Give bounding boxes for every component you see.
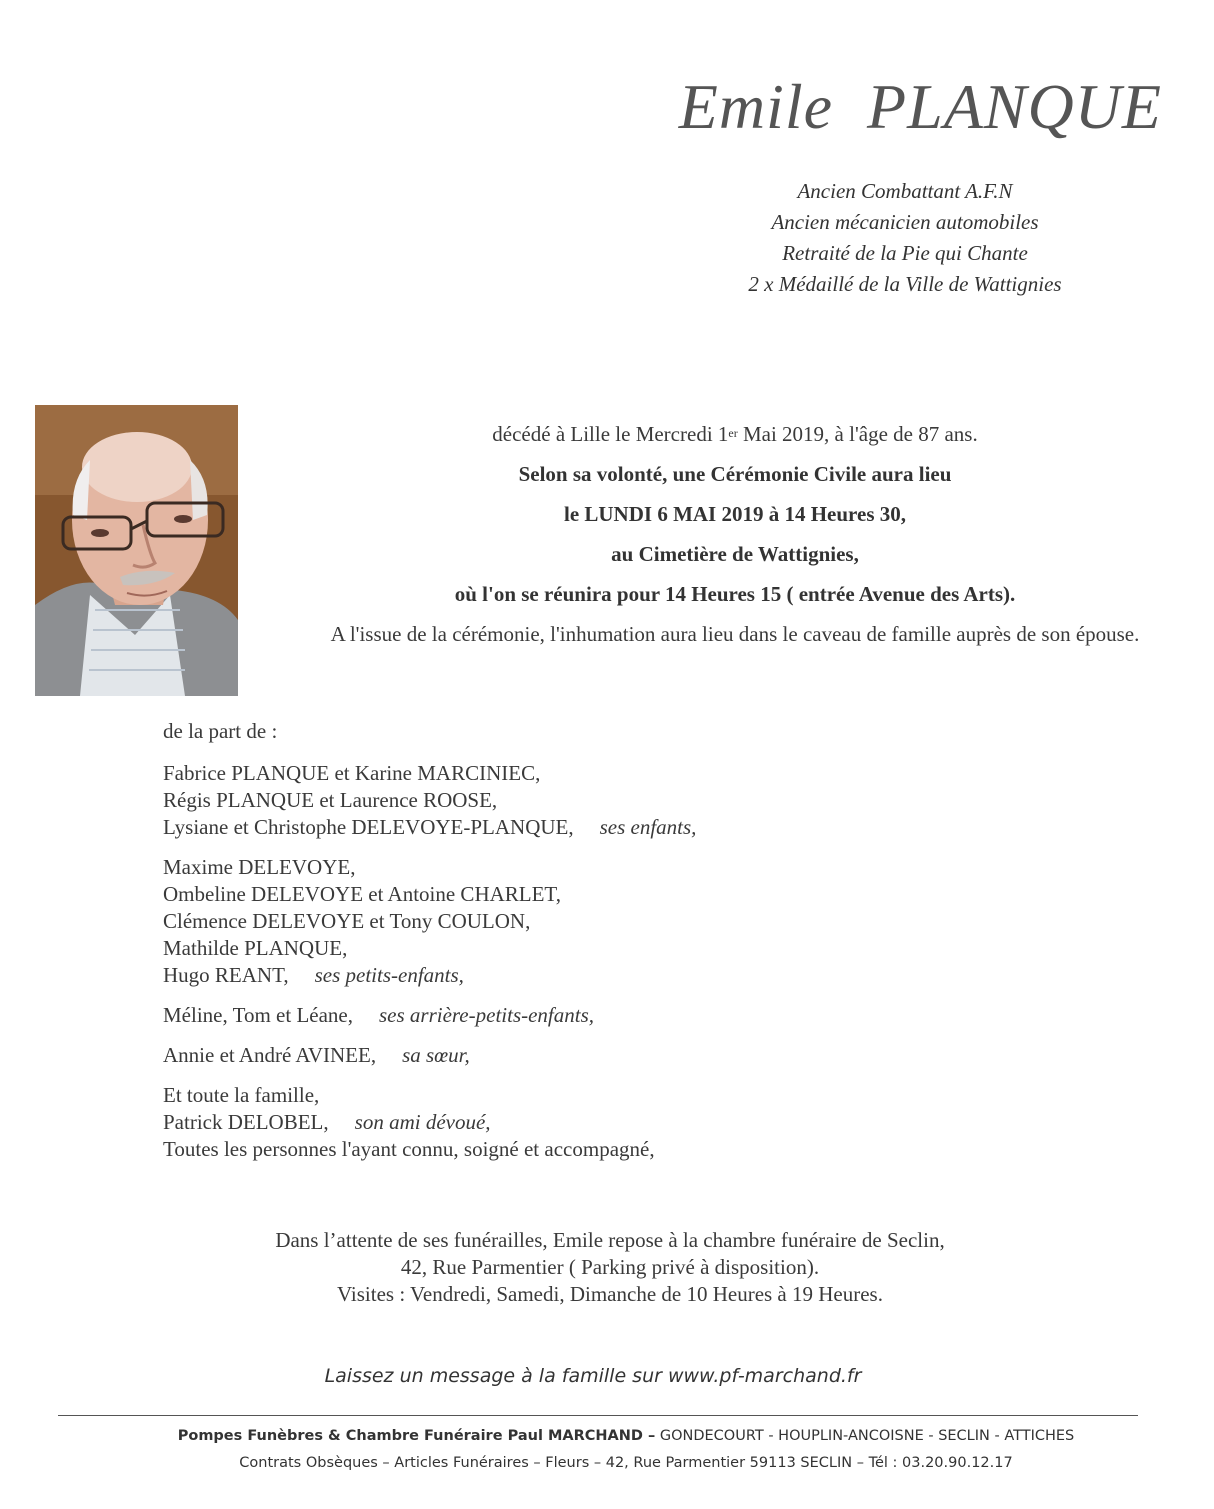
announcement: [240, 420, 1214, 660]
death-sup: er: [728, 426, 738, 440]
footer-line-1: [0, 1423, 1214, 1450]
funeral-line: Visites : Vendredi, Samedi, Dimanche de 10 Heures à 19 Heures.: [337, 1282, 883, 1306]
great-grandchildren-group: [163, 1002, 1063, 1029]
family-member-name: Méline, Tom et Léane,: [163, 1003, 353, 1027]
deceased-name: Emile PLANQUE: [678, 71, 1162, 142]
family-member: [163, 814, 1063, 841]
footer: [0, 1423, 1214, 1477]
family-member-name: Lysiane et Christophe DELEVOYE-PLANQUE,: [163, 815, 574, 839]
funeral-line: 42, Rue Parmentier ( Parking privé à disposition).: [400, 1255, 820, 1279]
death-line: [240, 420, 1214, 460]
family-member: Fabrice PLANQUE et Karine MARCINIEC,: [163, 761, 541, 785]
funeral-home-info: [0, 1227, 1214, 1308]
family-member: [163, 1002, 1063, 1029]
company-locations: GONDECOURT - HOUPLIN-ANCOISNE - SECLIN - ATTICHES: [655, 1428, 1075, 1444]
title-line: 2 x Médaillé de la Ville de Wattignies: [748, 272, 1062, 296]
family-member-name: Hugo REANT,: [163, 963, 289, 987]
title-line: Ancien mécanicien automobiles: [771, 210, 1039, 234]
death-text-end: Mai 2019, à l'âge de 87 ans.: [737, 422, 978, 446]
title-line: Retraité de la Pie qui Chante: [782, 241, 1028, 265]
grandchildren-group: [163, 854, 1063, 989]
relation-label: ses arrière-petits-enfants,: [379, 1003, 595, 1027]
family-member: Et toute la famille,: [163, 1083, 320, 1107]
relation-label: ses petits-enfants,: [314, 963, 464, 987]
family-member: Ombeline DELEVOYE et Antoine CHARLET,: [163, 882, 561, 906]
footer-line-2: Contrats Obsèques – Articles Funéraires – Fleurs – 42, Rue Parmentier 59113 SECLIN – Tél : 03.20.90.12.17: [239, 1455, 1013, 1471]
titles-list: [700, 176, 1110, 300]
relation-label: son ami dévoué,: [354, 1110, 491, 1134]
company-name: Pompes Funèbres & Chambre Funéraire Paul MARCHAND –: [177, 1428, 656, 1444]
funeral-line: Dans l’attente de ses funérailles, Emile repose à la chambre funéraire de Seclin,: [275, 1228, 945, 1252]
ceremony-date: le LUNDI 6 MAI 2019 à 14 Heures 30,: [563, 502, 906, 526]
death-text: décédé à Lille le Mercredi 1: [492, 422, 729, 446]
family-intro: de la part de :: [163, 719, 278, 743]
ceremony-meeting: où l'on se réunira pour 14 Heures 15 ( entrée Avenue des Arts).: [454, 582, 1016, 606]
burial-line: A l'issue de la cérémonie, l'inhumation aura lieu dans le caveau de famille auprès de son épouse.: [330, 622, 1140, 646]
title-line: Ancien Combattant A.F.N: [797, 179, 1013, 203]
message-link[interactable]: Laissez un message à la famille sur www.pf-marchand.fr: [324, 1365, 862, 1387]
family-member: [163, 1109, 1063, 1136]
family-member-name: Annie et André AVINEE,: [163, 1043, 377, 1067]
family-member: Maxime DELEVOYE,: [163, 855, 356, 879]
others-group: [163, 1082, 1063, 1163]
family-list: [163, 718, 1063, 1176]
relation-label: ses enfants,: [599, 815, 697, 839]
family-member: [163, 1042, 1063, 1069]
family-member: Clémence DELEVOYE et Tony COULON,: [163, 909, 531, 933]
children-group: [163, 760, 1063, 841]
sister-group: [163, 1042, 1063, 1069]
family-member: Toutes les personnes l'ayant connu, soigné et accompagné,: [163, 1137, 655, 1161]
family-member: [163, 962, 1063, 989]
portrait-photo: [35, 405, 238, 696]
ceremony-place: au Cimetière de Wattignies,: [611, 542, 859, 566]
footer-divider: [58, 1415, 1138, 1416]
relation-label: sa sœur,: [402, 1043, 470, 1067]
family-member: Régis PLANQUE et Laurence ROOSE,: [163, 788, 498, 812]
ceremony-line: Selon sa volonté, une Cérémonie Civile aura lieu: [518, 462, 952, 486]
family-member: Mathilde PLANQUE,: [163, 936, 348, 960]
family-member-name: Patrick DELOBEL,: [163, 1110, 329, 1134]
